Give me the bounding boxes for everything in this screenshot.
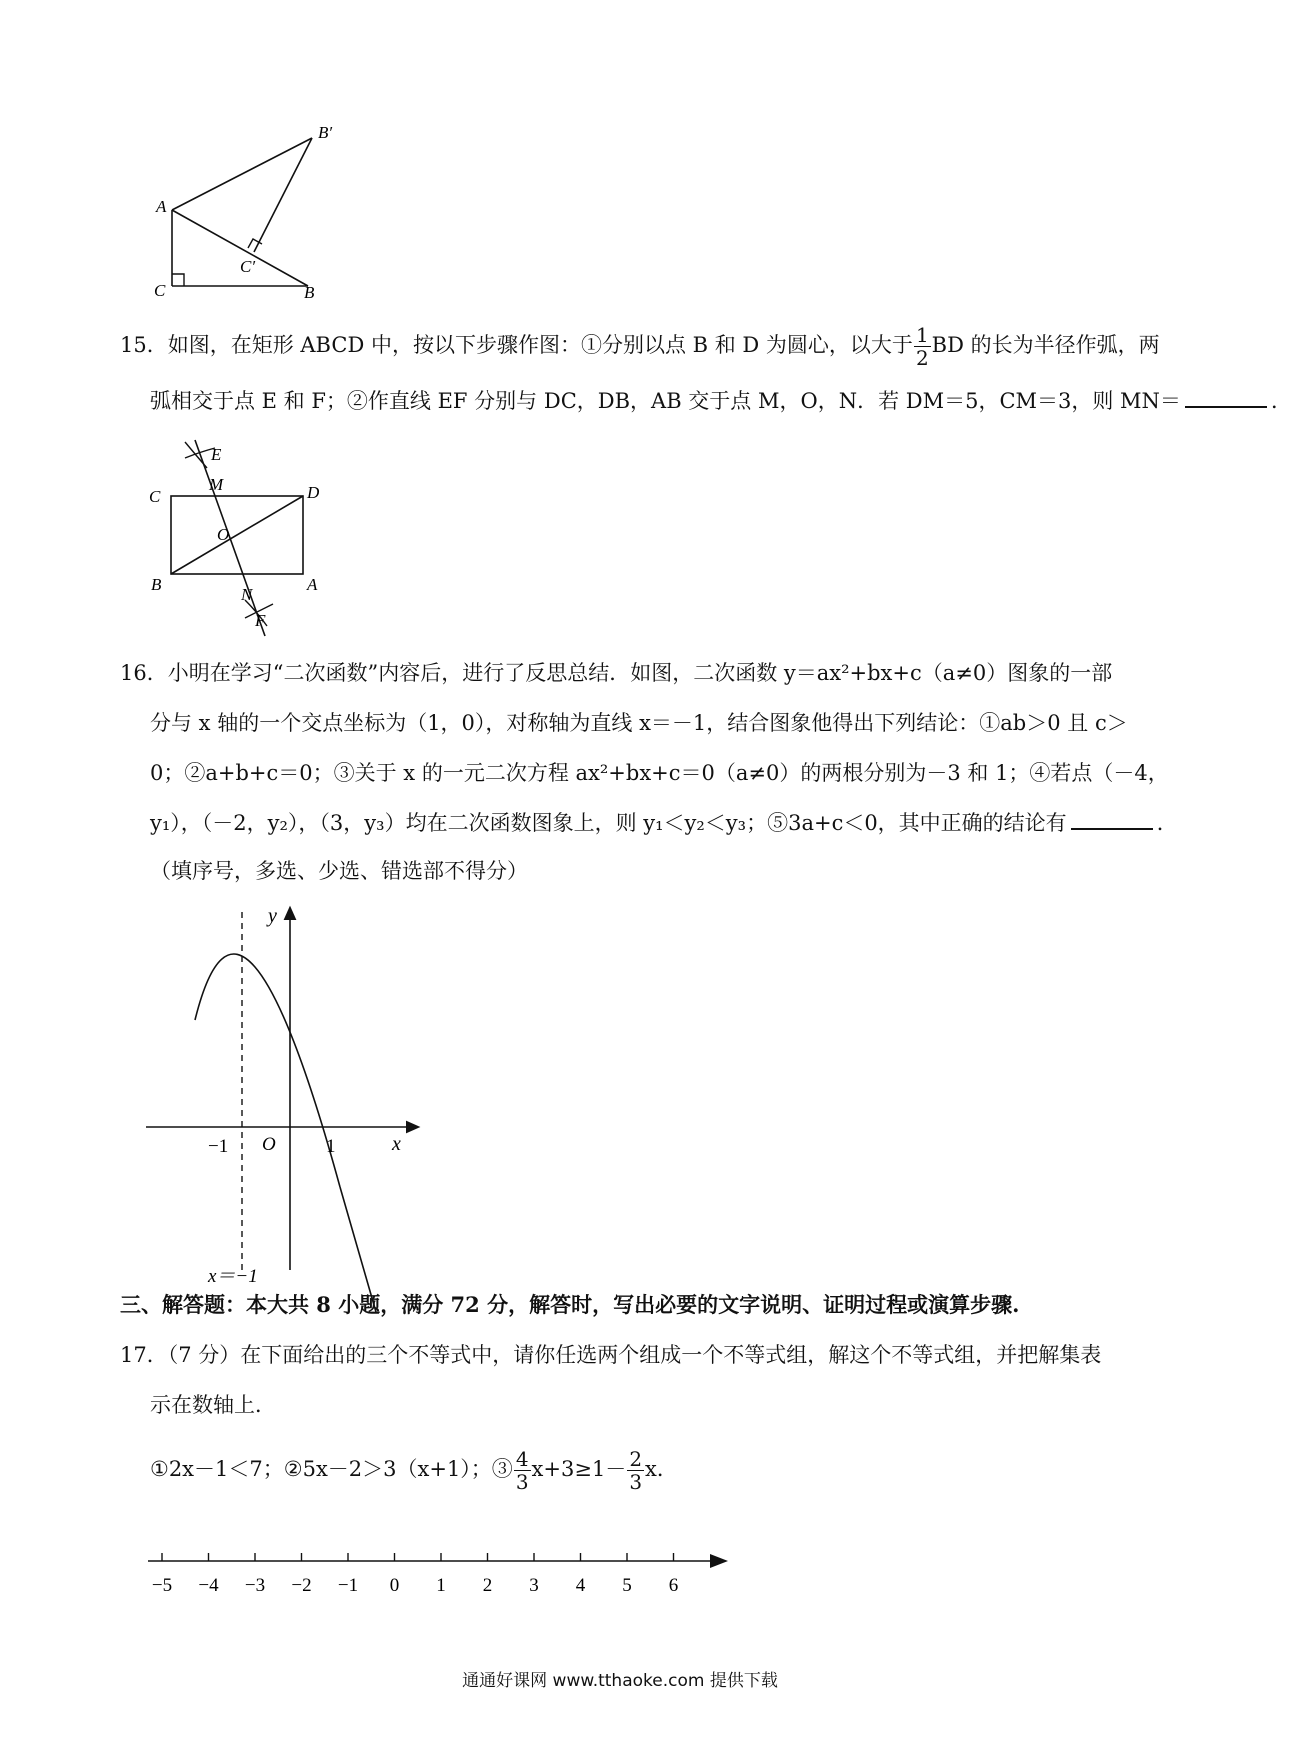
tick-label: 4 (575, 1575, 586, 1596)
origin-label: O (262, 1134, 276, 1155)
q15-line-1 (120, 324, 1160, 369)
label-b-prime: B′ (318, 123, 333, 142)
fraction-2-3: $\frac{2}{3}$ (629, 1447, 643, 1494)
q17-line-1: 17．（7 分）在下面给出的三个不等式中，请你任选两个组成一个不等式组，解这个不等式组，并把解集表 (120, 1343, 1102, 1367)
x-axis-label: x (392, 1133, 401, 1155)
tick-label: 3 (529, 1575, 539, 1596)
label-b: B (151, 575, 162, 594)
tick-1: 1 (326, 1136, 336, 1157)
parabola-graph (140, 900, 430, 1285)
q17-line-2: 示在数轴上． (150, 1393, 276, 1417)
tick-label: −3 (244, 1575, 266, 1596)
y-axis-label: y (268, 905, 277, 927)
tick-label: −4 (198, 1575, 219, 1596)
label-b: B (304, 283, 315, 302)
q16-line-4: y₁），（－2，y₂），（3，y₃）均在二次函数图象上，则 y₁＜y₂＜y₃；⑤3a+c＜0，其中正确的结论有 ． (150, 808, 1178, 838)
label-a: A (307, 575, 318, 594)
q16-line-3: 0；②a+b+c＝0；③关于 x 的一元二次方程 ax²+bx+c＝0（a≠0）的两根分别为－3 和 1；④若点（－4， (150, 761, 1169, 785)
label-c: C (149, 487, 161, 506)
label-c-prime: C′ (240, 257, 256, 276)
answer-blank-15[interactable] (1185, 386, 1267, 408)
q16-line-2: 分与 x 轴的一个交点坐标为（1，0），对称轴为直线 x＝－1，结合图象他得出下列结论：①ab＞0 且 c＞ (150, 711, 1128, 735)
label-d: D (307, 483, 320, 502)
q16-line-1: 16．小明在学习“二次函数”内容后，进行了反思总结．如图，二次函数 y＝ax²+bx+c（a≠0）图象的一部 (120, 661, 1113, 685)
label-c: C (154, 281, 166, 300)
label-a: A (156, 197, 167, 216)
answer-blank-16[interactable] (1071, 808, 1153, 830)
tick-neg1: −1 (208, 1136, 229, 1157)
section-3-heading: 三、解答题：本大共 8 小题，满分 72 分，解答时，写出必要的文字说明、证明过程或演算步骤. (120, 1292, 1020, 1317)
fraction-4-3: $\frac{4}{3}$ (515, 1447, 529, 1494)
tick-label: 1 (436, 1575, 446, 1596)
tick-label: 2 (482, 1575, 493, 1596)
label-n: N (241, 585, 253, 604)
number-line (140, 1545, 740, 1605)
tick-label: −1 (337, 1575, 359, 1596)
axis-of-symmetry-label: x＝−1 (208, 1266, 258, 1287)
triangle-figure-14 (150, 120, 333, 305)
label-m: M (209, 475, 224, 494)
tick-label: 0 (389, 1575, 400, 1596)
tick-label: −2 (291, 1575, 312, 1596)
footer-text: 通通好课网 www.tthaoke.com 提供下载 (462, 1671, 778, 1691)
label-e: E (211, 445, 222, 464)
q15-text-a: 15．如图，在矩形 ABCD 中，按以下步骤作图：①分别以点 B 和 D 为圆心，以大于 (120, 333, 913, 357)
label-o: O (217, 525, 230, 544)
q15-line-2: 弧相交于点 E 和 F；②作直线 EF 分别与 DC，DB，AB 交于点 M，O，N．若 DM＝5，CM＝3，则 MN＝ ． (150, 386, 1292, 416)
tick-label: 5 (622, 1575, 632, 1596)
q16-line-5: （填序号，多选、少选、错选部不得分） (150, 859, 528, 883)
q17-inequalities: ①2x－1＜7；②5x－2＞3（x+1）；③ $\frac{4}{3}$ x+3≥1－ $\frac{2}{3}$ x． (150, 1447, 678, 1494)
q15-text-b: BD 的长为半径作弧，两 (931, 333, 1160, 357)
rectangle-figure-15 (145, 440, 345, 640)
q15-fraction: $\frac{1}{2}$ (915, 323, 929, 370)
label-f: F (255, 611, 266, 630)
tick-label: −5 (151, 1575, 173, 1596)
tick-label: 6 (668, 1575, 679, 1596)
